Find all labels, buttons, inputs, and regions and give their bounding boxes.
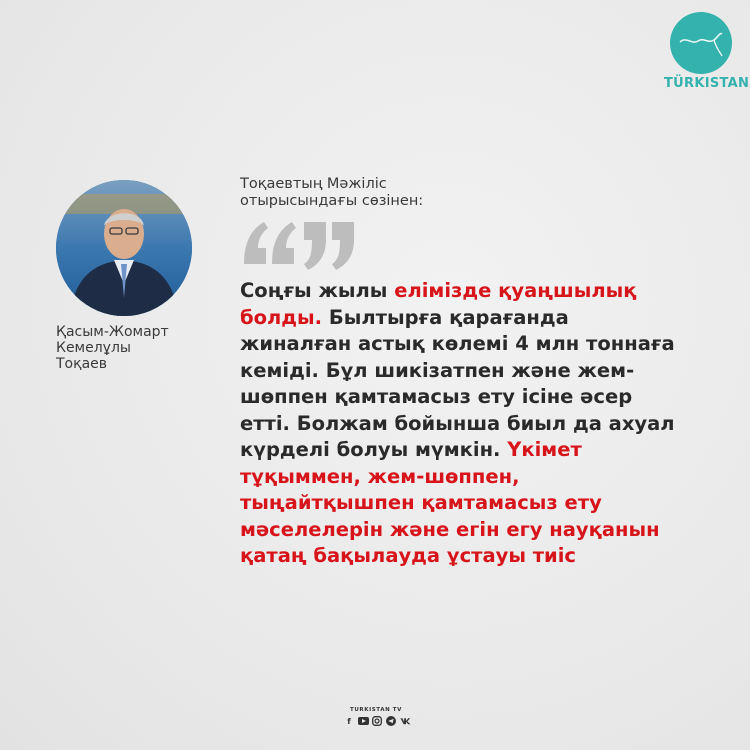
- quote-source-line: отырысындағы сөзінен:: [240, 193, 424, 209]
- person-name-line: Кемелұлы: [56, 340, 131, 356]
- telegram-icon[interactable]: [386, 716, 397, 727]
- quote-source: [240, 176, 500, 210]
- footer-brand: TURKISTAN TV: [349, 707, 403, 713]
- youtube-icon[interactable]: [358, 716, 369, 727]
- logo-map-icon: [670, 12, 732, 74]
- quote-segment: Соңғы жылы: [240, 279, 395, 302]
- person-name-line: Тоқаев: [56, 356, 108, 372]
- turkistan-logo: [664, 10, 748, 100]
- quote-text: [240, 278, 680, 570]
- portrait-photo: [56, 180, 192, 316]
- vk-icon[interactable]: [400, 716, 411, 727]
- social-icons: [343, 715, 411, 727]
- quote-segment: Былтырға қарағанда жиналған астық көлемі 4 млн тоннаға кеміді. Бұл шикізатпен және жем-шөппен қамтамасыз ету ісіне әсер етті. Болжам бойынша биыл да ахуал күрделі болуы мүмкін.: [240, 305, 675, 461]
- logo-text: TÜRKISTAN: [664, 76, 750, 91]
- person-name: [56, 324, 206, 372]
- quote-mark-icon: [240, 214, 360, 274]
- facebook-icon[interactable]: f: [347, 716, 351, 726]
- person-name-line: Қасым-Жомарт: [56, 324, 169, 340]
- quote-highlight: Үкімет тұқыммен, жем-шөппен, тыңайтқышпен қамтамасыз ету мәселелерін және егін егу науқанын қатаң бақылауда ұстауы тиіс: [240, 438, 660, 567]
- instagram-icon[interactable]: [372, 716, 383, 727]
- quote-highlight: елімізде қуаңшылық болды.: [240, 279, 637, 329]
- quote-source-line: Тоқаевтың Мәжіліс: [240, 176, 387, 192]
